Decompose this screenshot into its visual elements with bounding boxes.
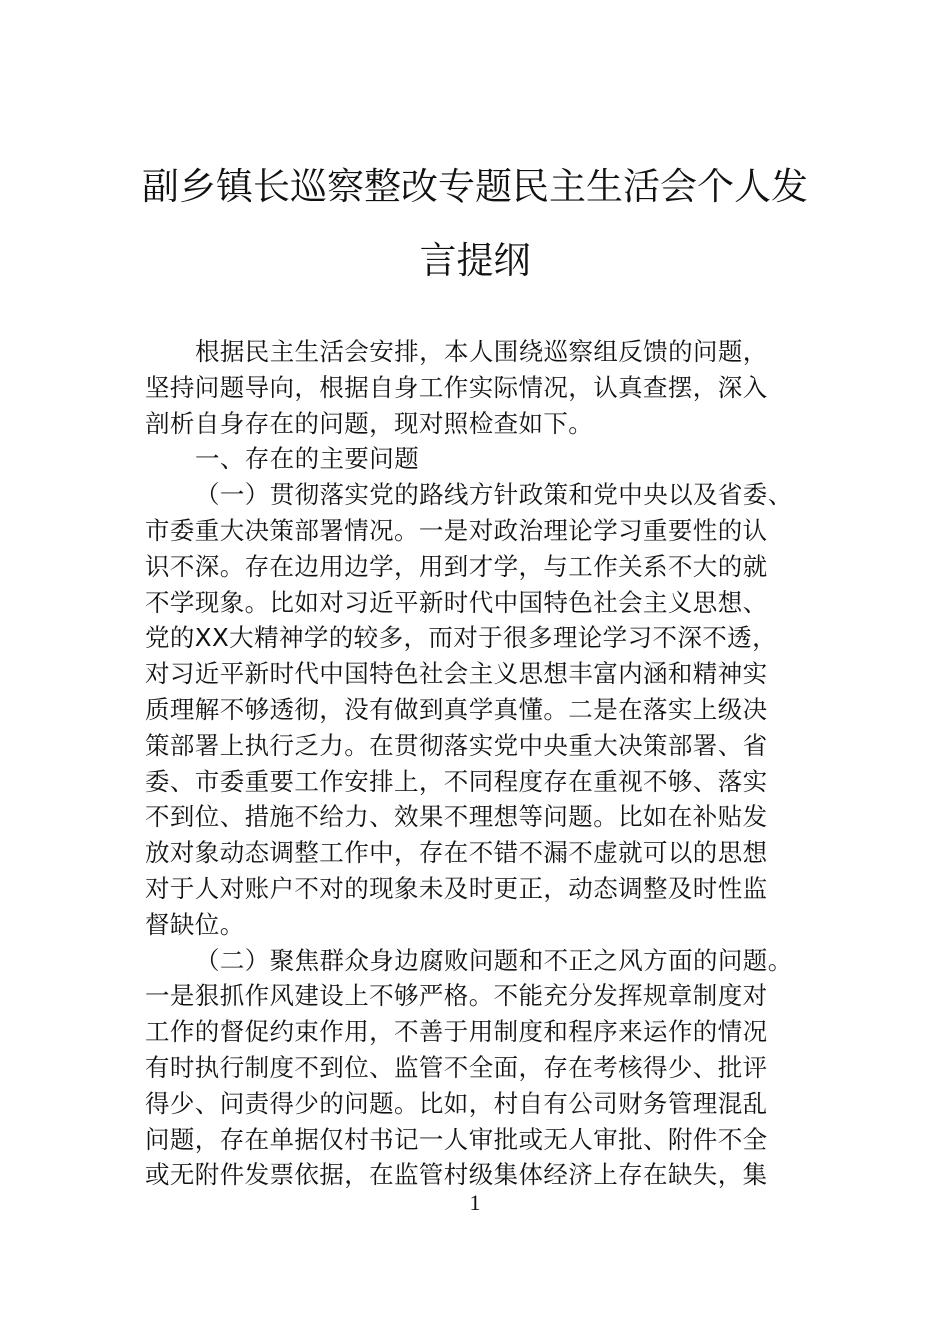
page-number: 1 xyxy=(469,1190,481,1215)
paragraph-line: 不学现象。比如对习近平新时代中国特色社会主义思想、 xyxy=(145,587,768,617)
paragraph-line: 对习近平新时代中国特色社会主义思想丰富内涵和精神实 xyxy=(145,659,768,689)
paragraph-line: 或无附件发票依据，在监管村级集体经济上存在缺失，集 xyxy=(145,1160,768,1190)
paragraph-line: 有时执行制度不到位、监管不全面，存在考核得少、批评 xyxy=(145,1052,768,1082)
paragraph-line: 识不深。存在边用边学，用到才学，与工作关系不大的就 xyxy=(145,551,768,581)
paragraph-line: 问题，存在单据仅村书记一人审批或无人审批、附件不全 xyxy=(145,1124,768,1154)
paragraph-line: 策部署上执行乏力。在贯彻落实党中央重大决策部署、省 xyxy=(145,730,768,760)
paragraph-line: 委、市委重要工作安排上，不同程度存在重视不够、落实 xyxy=(145,766,768,796)
paragraph-line: 放对象动态调整工作中，存在不错不漏不虚就可以的思想 xyxy=(145,838,768,868)
paragraph-line: 得少、问责得少的问题。比如，村自有公司财务管理混乱 xyxy=(145,1088,768,1118)
paragraph-line: 不到位、措施不给力、效果不理想等问题。比如在补贴发 xyxy=(145,802,768,832)
paragraph-line: 坚持问题导向，根据自身工作实际情况，认真查摆，深入 xyxy=(145,372,768,402)
paragraph-line: （一）贯彻落实党的路线方针政策和党中央以及省委、 xyxy=(195,480,793,510)
document-title-line-2: 言提纲 xyxy=(419,239,531,282)
document-title-line-1: 副乡镇长巡察整改专题民主生活会个人发 xyxy=(142,165,808,208)
paragraph-line: 对于人对账户不对的现象未及时更正，动态调整及时性监 xyxy=(145,873,768,903)
section-heading: 一、存在的主要问题 xyxy=(195,444,420,474)
paragraph-line: 质理解不够透彻，没有做到真学真懂。二是在落实上级决 xyxy=(145,694,768,724)
paragraph-line: 市委重大决策部署情况。一是对政治理论学习重要性的认 xyxy=(145,515,768,545)
paragraph-line: 剖析自身存在的问题，现对照检查如下。 xyxy=(145,408,594,438)
paragraph-line: （二）聚焦群众身边腐败问题和不正之风方面的问题。 xyxy=(195,945,793,975)
paragraph-line: 工作的督促约束作用，不善于用制度和程序来运作的情况 xyxy=(145,1017,768,1047)
paragraph-line: 党的XX大精神学的较多，而对于很多理论学习不深不透， xyxy=(145,623,777,653)
paragraph-line: 根据民主生活会安排，本人围绕巡察组反馈的问题， xyxy=(195,337,768,366)
paragraph-line: 督缺位。 xyxy=(145,909,245,939)
paragraph-line: 一是狠抓作风建设上不够严格。不能充分发挥规章制度对 xyxy=(145,981,768,1011)
document-body xyxy=(145,334,813,1193)
